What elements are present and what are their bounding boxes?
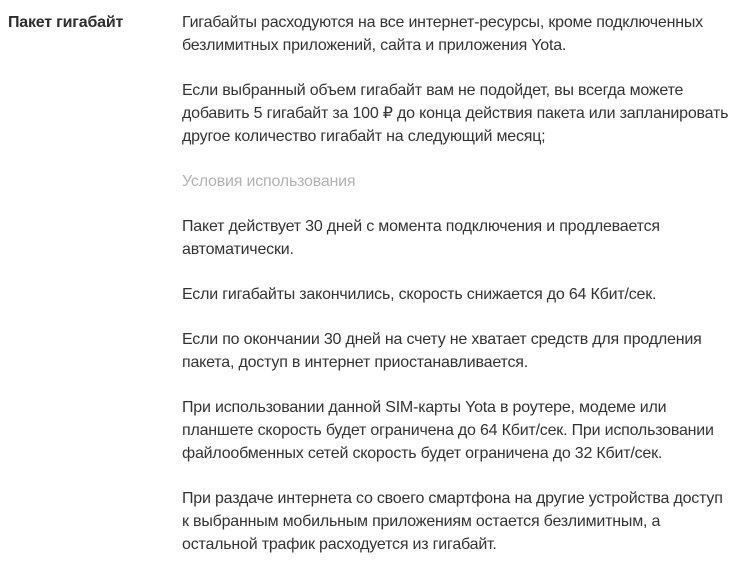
definition-column	[182, 11, 738, 578]
description-paragraph: Если по окончании 30 дней на счету не хватает средств для продления пакета, доступ в интернет приостанавливается.	[182, 331, 702, 371]
description-paragraph: Если гигабайты закончились, скорость снижается до 64 Кбит/сек.	[182, 286, 657, 303]
description-paragraph: Гигабайты расходуются на все интернет-ресурсы, кроме подключенных безлимитных приложений, сайта и приложения Yota.	[182, 14, 703, 54]
description-paragraph: Пакет действует 30 дней с момента подключения и продлевается автоматически.	[182, 218, 660, 258]
usage-conditions-subheading: Условия использования	[182, 173, 356, 190]
description-paragraph: Если выбранный объем гигабайт вам не подойдет, вы всегда можете добавить 5 гигабайт за 100 ₽ до конца действия пакета или запланировать другое количество гигабайт на следующий месяц;	[182, 82, 729, 145]
term-column	[0, 11, 182, 34]
term-title: Пакет гигабайт	[8, 14, 124, 31]
description-paragraph: При использовании данной SIM-карты Yota в роутере, модеме или планшете скорость будет ограничена до 64 Кбит/сек. При использовании файлообменных сетей скорость будет ограничена до 32 Кбит/сек.	[182, 399, 714, 462]
description-paragraph: При раздаче интернета со своего смартфона на другие устройства доступ к выбранным мобильным приложениям остается безлимитным, а остальной трафик расходуется из гигабайт.	[182, 490, 723, 553]
